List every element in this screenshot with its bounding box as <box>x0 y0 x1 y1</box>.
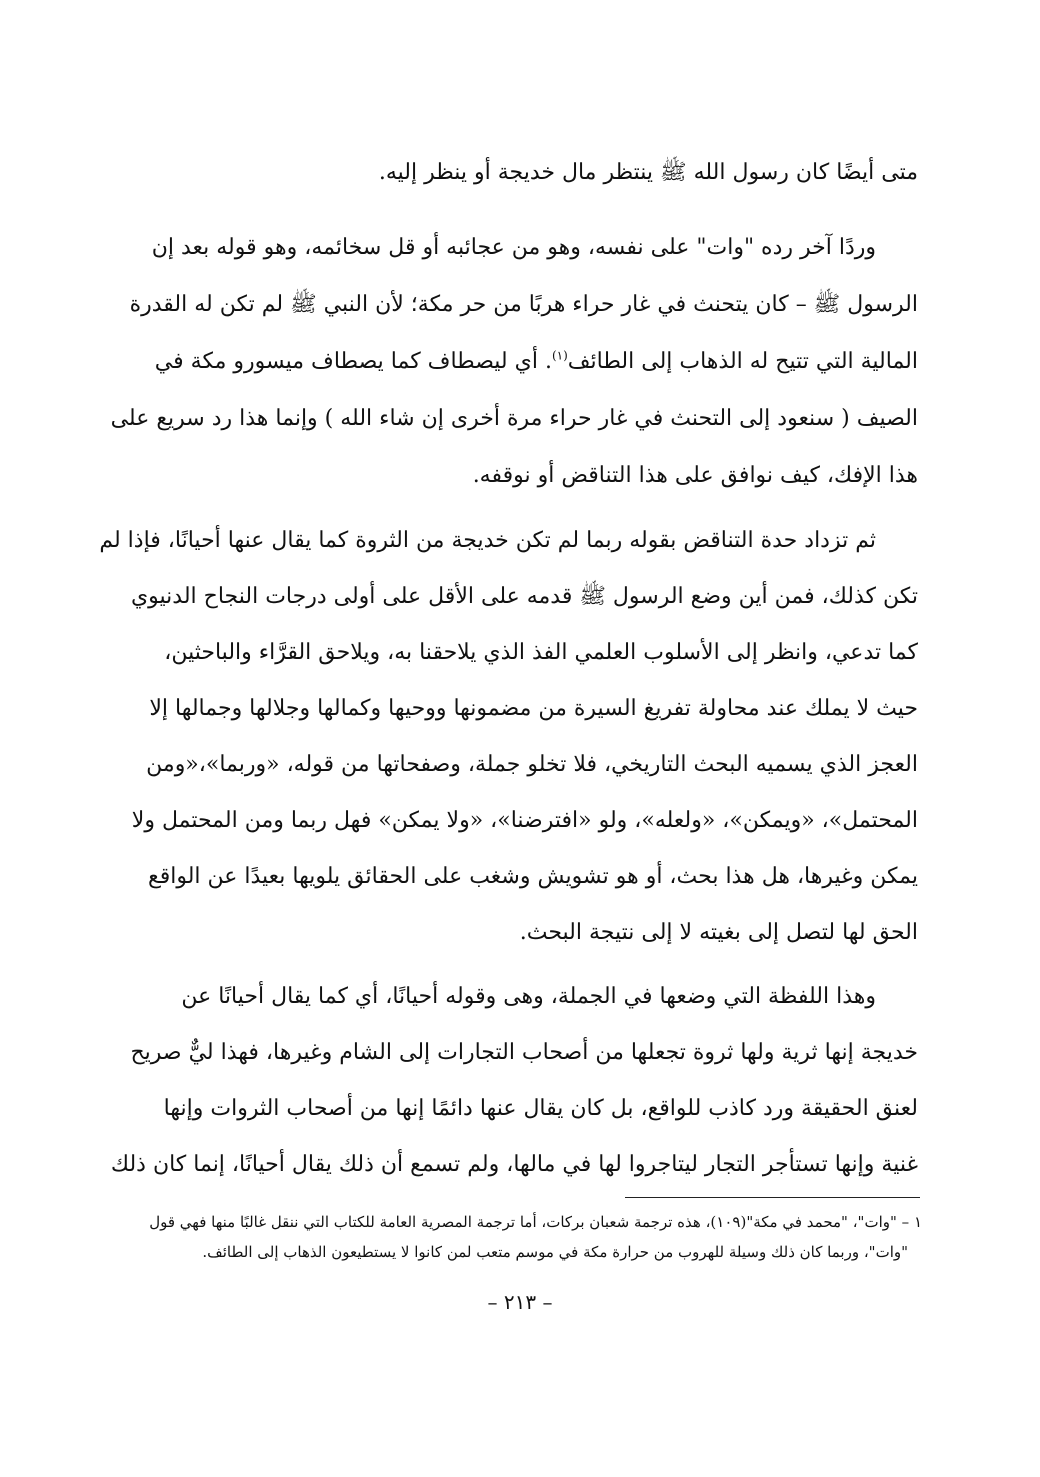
footnote-divider <box>625 1197 920 1198</box>
body-line: يمكن وغيرها، هل هذا بحث، أو هو تشويش وشغب على الحقائق يلويها بعيدًا عن الواقع <box>148 864 918 889</box>
body-line-text: المالية التي تتيح له الذهاب إلى الطائف$^{(١)}$. أي ليصطاف كما يصطاف ميسورو مكة في <box>154 348 918 374</box>
body-line: المحتمل»، «ويمكن»، «ولعله»، ولو «افترضنا»، «ولا يمكن» فهل ربما ومن المحتمل ولا <box>131 808 918 833</box>
body-line: الحق لها لتصل إلى بغيته لا إلى نتيجة البحث. <box>519 920 918 945</box>
body-line-with-footnote <box>118 347 918 377</box>
footnote-line: "وات"، وربما كان ذلك وسيلة للهروب من حرارة مكة في موسم متعب لمن كانوا لا يستطيعون الذهاب إلى الطائف. <box>202 1243 908 1261</box>
body-line: كما تدعي، وانظر إلى الأسلوب العلمي الفذ الذي يلاحقنا به، ويلاحق القرَّاء والباحثين، <box>164 640 918 665</box>
body-line: خديجة إنها ثرية ولها ثروة تجعلها من أصحاب التجارات إلى الشام وغيرها، فهذا ليٌّ صريح <box>130 1040 918 1065</box>
body-line: الرسول ﷺ – كان يتحنث في غار حراء هربًا من حر مكة؛ لأن النبي ﷺ لم تكن له القدرة <box>129 292 918 317</box>
body-line: متى أيضًا كان رسول الله ﷺ ينتظر مال خديجة أو ينظر إليه. <box>378 160 918 185</box>
body-line: العجز الذي يسميه البحث التاريخي، فلا تخلو جملة، وصفحاتها من قوله، «وربما»،«ومن <box>146 752 918 777</box>
body-line: الصيف ( سنعود إلى التحنث في غار حراء مرة أخرى إن شاء الله ) وإنما هذا رد سريع على <box>110 406 918 431</box>
body-line: وردًا آخر رده "وات" على نفسه، وهو من عجائبه أو قل سخائمه، وهو قوله بعد إن <box>151 235 876 260</box>
footnote-line: ١ – "وات"، "محمد في مكة"(١٠٩)، هذه ترجمة شعبان بركات، أما ترجمة المصرية العامة للكتاب التي ننقل غالبًا منها فهي قول <box>149 1213 922 1231</box>
footnote-reference[interactable]: (١) <box>551 348 568 363</box>
body-line: غنية وإنها تستأجر التجار ليتاجروا لها في مالها، ولم تسمع أن ذلك يقال أحيانًا، إنما كان ذلك <box>110 1152 918 1177</box>
body-line: تكن كذلك، فمن أين وضع الرسول ﷺ قدمه على الأقل على أولى درجات النجاح الدنيوي <box>130 584 918 609</box>
body-line: هذا الإفك، كيف نوافق على هذا التناقض أو نوقفه. <box>472 463 918 488</box>
body-line: حيث لا يملك عند محاولة تفريغ السيرة من مضمونها ووحيها وكمالها وجلالها وجمالها إلا <box>149 696 918 721</box>
page-number: – ٢١٣ – <box>487 1290 553 1314</box>
body-line: لعنق الحقيقة ورد كاذب للواقع، بل كان يقال عنها دائمًا إنها من أصحاب الثروات وإنها <box>163 1096 918 1121</box>
body-line: ثم تزداد حدة التناقض بقوله ربما لم تكن خديجة من الثروة كما يقال عنها أحيانًا، فإذا لم <box>99 528 876 553</box>
body-line: وهذا اللفظة التي وضعها في الجملة، وهى وقوله أحيانًا، أي كما يقال أحيانًا عن <box>181 984 876 1009</box>
